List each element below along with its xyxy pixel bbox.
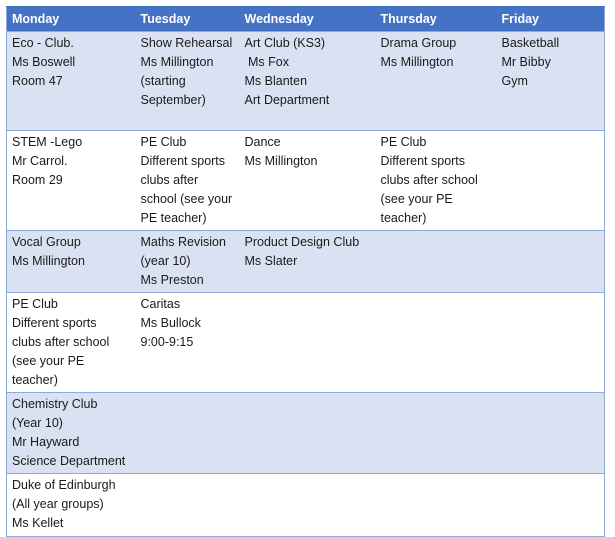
cell-line: Mr Hayward [12, 435, 80, 449]
cell-line: Gym [501, 74, 528, 88]
table-row [7, 393, 605, 474]
cell-line: Eco - Club. [12, 36, 74, 50]
cell-friday [497, 32, 605, 131]
cell-friday [497, 474, 605, 537]
cell-wednesday [240, 474, 376, 537]
cell-line: (see your PE teacher) [12, 354, 88, 387]
cell-line: Ms Millington [12, 254, 85, 268]
cell-line: Ms Boswell [12, 55, 76, 69]
cell-line: Ms Slater [244, 254, 298, 268]
cell-monday [7, 131, 136, 231]
cell-wednesday [240, 131, 376, 231]
cell-line: Basketball [501, 36, 560, 50]
cell-line: Different sports [12, 316, 97, 330]
cell-line: Mr Bibby [501, 55, 551, 69]
cell-line: Mr Carrol. [12, 154, 68, 168]
table-row [7, 32, 605, 131]
header-wednesday: Wednesday [240, 7, 376, 32]
cell-line: (Year 10) [12, 416, 63, 430]
cell-line: PE Club [380, 135, 427, 149]
table-row [7, 131, 605, 231]
cell-wednesday [240, 393, 376, 474]
cell-line: Chemistry Club [12, 397, 98, 411]
cell-monday [7, 32, 136, 131]
header-friday: Friday [497, 7, 605, 32]
cell-line: Different sports [140, 154, 226, 168]
cell-line: clubs after school [12, 335, 110, 349]
cell-line: teacher) [380, 211, 427, 225]
cell-line: Duke of Edinburgh [12, 478, 116, 492]
cell-tuesday [136, 231, 240, 293]
cell-line: (starting [140, 74, 186, 88]
clubs-timetable [6, 6, 605, 537]
cell-line: Ms Millington [380, 55, 454, 69]
cell-line: Drama Group [380, 36, 457, 50]
cell-line: Ms Bullock [140, 316, 201, 330]
cell-friday [497, 393, 605, 474]
cell-thursday [376, 293, 497, 393]
header-thursday: Thursday [376, 7, 497, 32]
cell-thursday [376, 474, 497, 537]
cell-monday [7, 231, 136, 293]
cell-line: Ms Fox [244, 55, 289, 69]
cell-line: school (see your [140, 192, 233, 206]
cell-friday [497, 293, 605, 393]
cell-line: STEM -Lego [12, 135, 83, 149]
cell-line: (All year groups) [12, 497, 104, 511]
cell-line: Vocal Group [12, 235, 81, 249]
cell-line: Ms Millington [140, 55, 214, 69]
cell-monday [7, 393, 136, 474]
cell-line: September) [140, 93, 206, 107]
cell-monday [7, 474, 136, 537]
cell-line: (see your PE [380, 192, 453, 206]
header-tuesday: Tuesday [136, 7, 240, 32]
cell-monday [7, 293, 136, 393]
cell-thursday [376, 231, 497, 293]
cell-line: Room 29 [12, 173, 63, 187]
cell-line: PE teacher) [140, 211, 207, 225]
cell-thursday [376, 131, 497, 231]
cell-line: Caritas [140, 297, 181, 311]
cell-line: Room 47 [12, 74, 63, 88]
table-row [7, 293, 605, 393]
cell-tuesday [136, 32, 240, 131]
table-row [7, 231, 605, 293]
cell-line: 9:00-9:15 [140, 335, 194, 349]
cell-friday [497, 231, 605, 293]
cell-line: Product Design Club [244, 235, 360, 249]
cell-line: Dance [244, 135, 281, 149]
cell-wednesday [240, 293, 376, 393]
cell-line: clubs after school [380, 173, 478, 187]
cell-wednesday [240, 32, 376, 131]
cell-tuesday [136, 131, 240, 231]
cell-tuesday [136, 474, 240, 537]
cell-line: Science Department [12, 454, 126, 468]
cell-line: PE Club [140, 135, 187, 149]
cell-line: PE Club [12, 297, 58, 311]
cell-friday [497, 131, 605, 231]
cell-line: Ms Millington [244, 154, 318, 168]
cell-line: Art Department [244, 93, 330, 107]
cell-wednesday [240, 231, 376, 293]
cell-line: Art Club (KS3) [244, 36, 326, 50]
cell-line: Ms Kellet [12, 516, 64, 530]
cell-line: Ms Blanten [244, 74, 308, 88]
cell-line: Maths Revision [140, 235, 226, 249]
cell-tuesday [136, 393, 240, 474]
cell-line: Different sports [380, 154, 466, 168]
cell-line: Ms Preston [140, 273, 204, 287]
cell-line: Show Rehearsal [140, 36, 233, 50]
cell-line: (year 10) [140, 254, 191, 268]
cell-tuesday [136, 293, 240, 393]
cell-line: clubs after [140, 173, 199, 187]
table-row [7, 474, 605, 537]
cell-thursday [376, 393, 497, 474]
header-monday: Monday [7, 7, 136, 32]
cell-thursday [376, 32, 497, 131]
header-row [7, 7, 605, 32]
